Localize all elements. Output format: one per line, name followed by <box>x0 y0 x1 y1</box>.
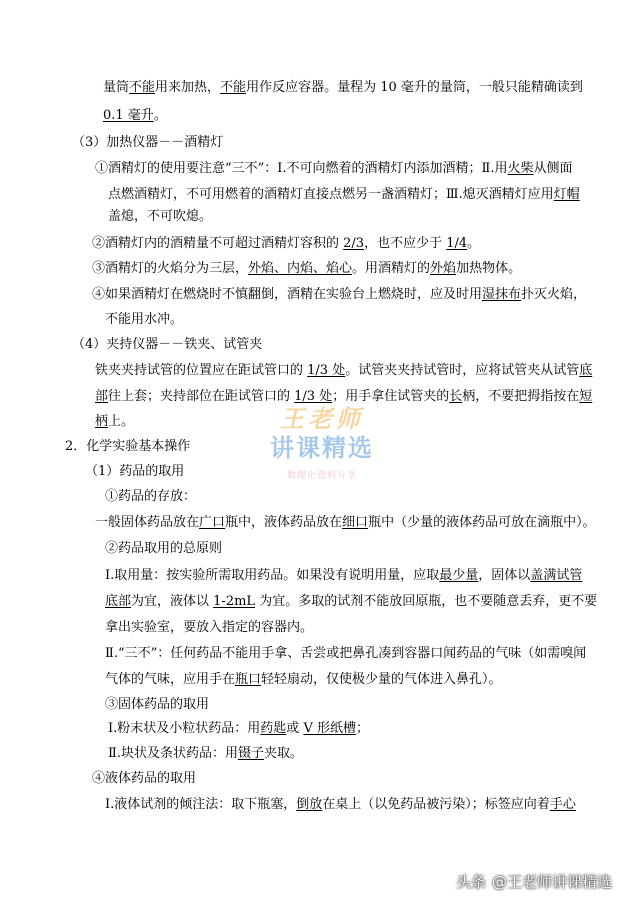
text-segment: 。 <box>467 236 481 251</box>
text-segment: ； <box>355 721 369 736</box>
key-term: 短 <box>579 389 593 404</box>
key-term: 火柴 <box>507 161 534 176</box>
para-amount-rule <box>105 566 582 586</box>
text-segment: 为宜，液体以 <box>131 594 214 609</box>
key-term: 外焰 <box>430 261 457 276</box>
para-tube-clamp <box>95 361 592 381</box>
key-term: 底 <box>579 363 593 378</box>
para-three-donts-cont <box>105 670 502 690</box>
watermark-title: 讲课精选 <box>270 434 374 462</box>
key-term: 瓶口 <box>235 672 262 687</box>
text-segment: 。 <box>153 108 167 123</box>
source-watermark <box>456 871 612 893</box>
text-segment: 在桌上（以免药品被污染）；标签应向着 <box>322 797 550 812</box>
text-segment: 铁夹夹持试管的位置应在距试管口的 <box>95 363 308 378</box>
text-segment: 或 <box>286 721 304 736</box>
key-term: 盖满试管 <box>530 568 583 583</box>
key-term: 不能 <box>220 80 247 95</box>
item-lamp-fire-safety-cont <box>105 310 183 330</box>
text-segment: Ⅰ.粉末状及小粒状药品：用 <box>108 721 261 736</box>
key-term: 1/3 处 <box>294 389 333 404</box>
text-segment: ③酒精灯的火焰分为三层， <box>92 261 249 276</box>
text-segment: Ⅰ.液体试剂的倾注法：取下瓶塞， <box>105 797 297 812</box>
key-term: 柄 <box>95 414 109 429</box>
line-cylinder-precision <box>103 106 167 126</box>
key-term: 2/3 <box>343 236 365 251</box>
heading-holding-instrument <box>72 335 262 355</box>
key-term: 1/4 <box>446 236 468 251</box>
watermark-name: 王老师 <box>280 405 364 433</box>
key-term: 外焰、内焰、焰心 <box>248 261 353 276</box>
text-segment: 用作反应容器。量程为 10 毫升的量筒，一般只能精确读到 <box>246 80 583 95</box>
text-segment: ①酒精灯的使用要注意“三不”：Ⅰ.不可向燃着的酒精灯内添加酒精；Ⅱ.用 <box>95 161 508 176</box>
key-term: 1/3 处 <box>307 363 346 378</box>
item-storage-heading <box>105 487 196 507</box>
key-term: 不能 <box>129 80 156 95</box>
item-liquid-heading <box>92 769 196 789</box>
text-segment: ①药品的存放： <box>105 489 197 504</box>
key-term: 最少量 <box>439 568 479 583</box>
line-cylinder-note <box>103 78 583 98</box>
text-segment: 从侧面 <box>533 161 573 176</box>
text-segment: 气体的气味，应用手在 <box>105 672 236 687</box>
text-segment: ；用手拿住试管夹的 <box>332 389 450 404</box>
key-term: 长 <box>449 389 463 404</box>
item-lamp-flame-layers <box>92 259 521 279</box>
text-segment: 扑灭火焰， <box>521 287 587 302</box>
item-general-principles-heading <box>105 539 222 559</box>
account-label: @王老师讲课精选 <box>492 873 613 891</box>
para-liquid-pouring <box>105 795 576 815</box>
key-term: V 形纸槽 <box>303 721 356 736</box>
watermark-logo <box>262 405 382 483</box>
subheading-taking-chemicals <box>85 462 184 482</box>
key-term: 0.1 毫升 <box>103 108 154 123</box>
heading-heating-instrument <box>72 133 223 153</box>
text-segment: 。用酒精灯的 <box>352 261 431 276</box>
text-segment: ②药品取用的总原则 <box>105 541 223 556</box>
text-segment: Ⅱ.块状及条状药品：用 <box>108 746 238 761</box>
item-lamp-three-donts-cont <box>108 185 580 205</box>
item-lamp-three-donts-end <box>108 207 212 227</box>
text-segment: ②酒精灯内的酒精量不可超过酒精灯容积的 <box>92 236 344 251</box>
item-lamp-alcohol-volume <box>92 234 480 254</box>
platform-label: 头条 <box>456 873 487 891</box>
text-segment: 用来加热， <box>155 80 221 95</box>
para-solid-powder <box>108 719 369 739</box>
text-segment: Ⅰ.取用量：按实验所需取用药品。如果没有说明用量，应取 <box>105 568 440 583</box>
text-segment: 柄，不要把拇指按在 <box>462 389 580 404</box>
text-segment: 一般固体药品放在 <box>95 515 200 530</box>
text-segment: Ⅱ.“三不”：任何药品不能用手拿、舌尝或把鼻孔凑到容器口闻药品的气味（如需嗅闻 <box>105 646 587 661</box>
text-segment: ③固体药品的取用 <box>105 697 210 712</box>
text-segment: 点燃酒精灯，不可用燃着的酒精灯直接点燃另一盏酒精灯；Ⅲ.熄灭酒精灯应用 <box>108 187 554 202</box>
key-term: 药匙 <box>260 721 287 736</box>
text-segment: ，也不应少于 <box>364 236 447 251</box>
key-term: 湿抹布 <box>482 287 522 302</box>
para-amount-rule-end <box>105 618 313 638</box>
para-tube-clamp-end <box>95 412 134 432</box>
para-solid-block <box>108 744 303 764</box>
item-lamp-fire-safety <box>92 285 586 305</box>
text-segment: 夹取。 <box>263 746 303 761</box>
key-term: 镊子 <box>237 746 264 761</box>
text-segment: 拿出实验室，要放入指定的容器内。 <box>105 620 314 635</box>
text-segment: ④液体药品的取用 <box>92 771 197 786</box>
text-segment: ，固体以 <box>478 568 531 583</box>
key-term: 手心 <box>549 797 576 812</box>
key-term: 1-2mL <box>213 594 256 609</box>
text-segment: （3）加热仪器－－酒精灯 <box>72 135 224 150</box>
text-segment: 为宜。多取的试剂不能放回原瓶，也不要随意丢弃，更不要 <box>255 594 598 609</box>
item-solid-heading <box>105 695 209 715</box>
para-storage <box>95 513 596 533</box>
text-segment: 盖熄，不可吹熄。 <box>108 209 213 224</box>
text-segment: 瓶中，液体药品放在 <box>225 515 343 530</box>
key-term: 灯帽 <box>553 187 580 202</box>
watermark-tagline: 数理化资料分享 <box>286 471 357 481</box>
key-term: 细口 <box>342 515 369 530</box>
text-segment: 。试管夹夹持试管时，应将试管夹从试管 <box>345 363 580 378</box>
item-lamp-three-donts <box>95 159 573 179</box>
text-segment: （1）药品的取用 <box>85 464 185 479</box>
text-segment: （4）夹持仪器－－铁夹、试管夹 <box>72 337 263 352</box>
text-segment: 不能用水冲。 <box>105 312 184 327</box>
text-segment: 量筒 <box>103 80 130 95</box>
text-segment: 瓶中（少量的液体药品可放在滴瓶中）。 <box>368 515 596 530</box>
key-term: 倒放 <box>296 797 323 812</box>
para-tube-clamp-cont <box>95 387 592 407</box>
text-segment: 2．化学实验基本操作 <box>65 439 191 454</box>
key-term: 底部 <box>105 594 132 609</box>
text-segment: 加热物体。 <box>456 261 522 276</box>
key-term: 部 <box>95 389 109 404</box>
text-segment: 往上套；夹持部位在距试管口的 <box>108 389 295 404</box>
para-amount-rule-cont <box>105 592 597 612</box>
key-term: 广口 <box>199 515 226 530</box>
text-segment: 轻轻扇动，仅使极少量的气体进入鼻孔）。 <box>261 672 502 687</box>
text-segment: 上。 <box>108 414 135 429</box>
para-three-donts <box>105 644 586 664</box>
text-segment: ④如果酒精灯在燃烧时不慎翻倒，酒精在实验台上燃烧时，应及时用 <box>92 287 483 302</box>
heading-basic-operations <box>65 437 190 457</box>
